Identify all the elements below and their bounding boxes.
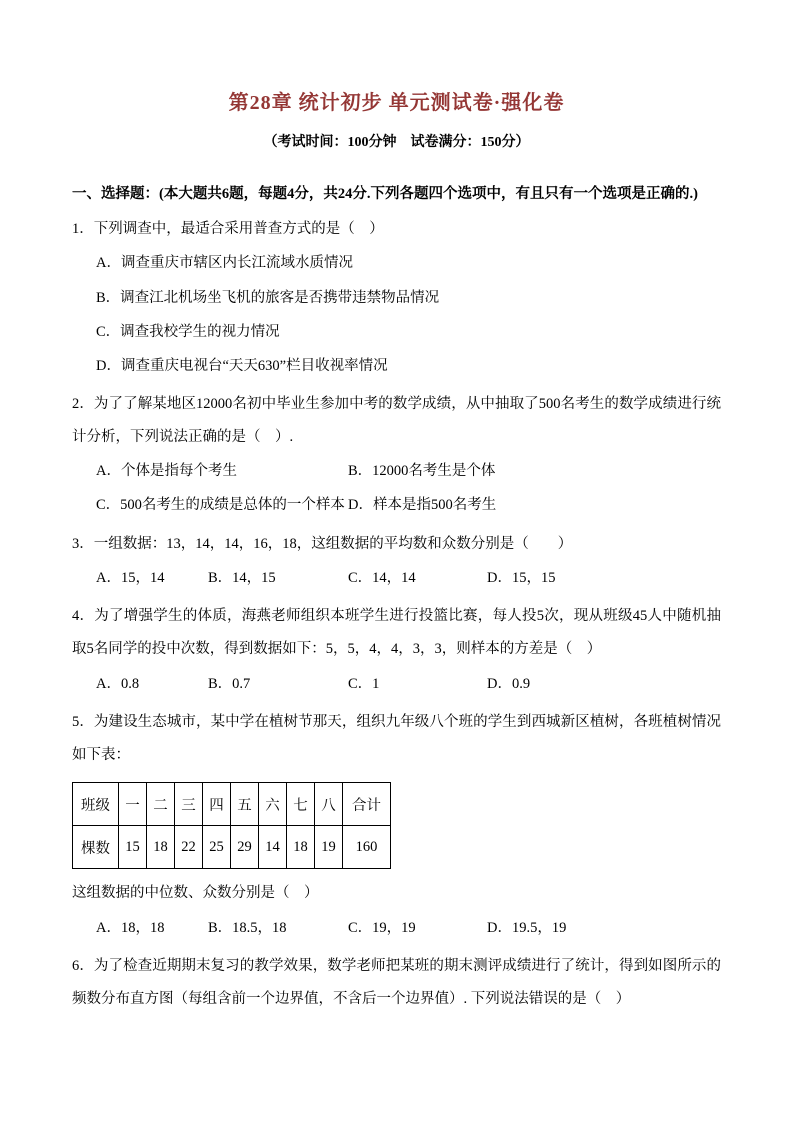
table-cell: 六 bbox=[259, 783, 287, 826]
question-3 bbox=[72, 528, 721, 595]
question-4-options bbox=[72, 667, 721, 701]
table-header-row bbox=[73, 783, 391, 826]
table-cell: 五 bbox=[231, 783, 259, 826]
table-cell: 八 bbox=[315, 783, 343, 826]
table-cell: 四 bbox=[203, 783, 231, 826]
option-b: B．0.7 bbox=[208, 675, 251, 692]
question-6 bbox=[72, 950, 721, 1017]
table-cell: 18 bbox=[287, 826, 315, 869]
question-5-followup: 这组数据的中位数、众数分别是（ ） bbox=[72, 885, 319, 902]
table-cell: 班级 bbox=[73, 783, 119, 826]
option-c: C．19，19 bbox=[348, 919, 416, 936]
question-2-options bbox=[72, 454, 721, 522]
question-3-options bbox=[72, 561, 721, 595]
option-c: C．14，14 bbox=[348, 569, 416, 586]
option-c: C．调查我校学生的视力情况 bbox=[96, 323, 280, 340]
table-cell: 14 bbox=[259, 826, 287, 869]
question-1-options bbox=[72, 246, 721, 382]
question-2-stem: 2．为了了解某地区12000名初中毕业生参加中考的数学成绩，从中抽取了500名考生的数学成绩进行统计分析，下列说法正确的是（ ）. bbox=[72, 395, 721, 446]
table-cell: 二 bbox=[147, 783, 175, 826]
table-value-row bbox=[73, 826, 391, 869]
question-4 bbox=[72, 600, 721, 701]
question-5-options bbox=[72, 911, 721, 945]
table-cell: 160 bbox=[343, 826, 391, 869]
option-b: B．调查江北机场坐飞机的旅客是否携带违禁物品情况 bbox=[96, 289, 440, 306]
question-2 bbox=[72, 388, 721, 523]
option-a: A．18，18 bbox=[96, 919, 165, 936]
option-a: A．调查重庆市辖区内长江流域水质情况 bbox=[96, 255, 353, 272]
option-d: D．15，15 bbox=[487, 569, 556, 586]
table-cell: 22 bbox=[175, 826, 203, 869]
option-d: D．样本是指500名考生 bbox=[348, 497, 497, 514]
option-a: A．个体是指每个考生 bbox=[96, 463, 237, 480]
table-cell: 三 bbox=[175, 783, 203, 826]
table-cell: 19 bbox=[315, 826, 343, 869]
question-5 bbox=[72, 706, 721, 945]
question-1-stem: 1．下列调查中，最适合采用普查方式的是（ ） bbox=[72, 221, 384, 238]
option-a: A．15，14 bbox=[96, 569, 165, 586]
option-d: D．调查重庆电视台“天天630”栏目收视率情况 bbox=[96, 357, 388, 374]
option-b: B．18.5，18 bbox=[208, 919, 287, 936]
table-cell: 18 bbox=[147, 826, 175, 869]
option-b: B．14，15 bbox=[208, 569, 276, 586]
option-d: D．19.5，19 bbox=[487, 919, 567, 936]
option-c: C．500名考生的成绩是总体的一个样本 bbox=[96, 497, 345, 514]
option-a: A．0.8 bbox=[96, 675, 140, 692]
question-1 bbox=[72, 213, 721, 383]
option-c: C．1 bbox=[348, 675, 380, 692]
table-cell: 25 bbox=[203, 826, 231, 869]
section-heading: 一、选择题：(本大题共6题，每题4分，共24分.下列各题四个选项中，有且只有一个选项是正确的.) bbox=[72, 186, 698, 202]
table-cell: 七 bbox=[287, 783, 315, 826]
question-3-stem: 3．一组数据：13，14，14，16，18，这组数据的平均数和众数分别是（ ） bbox=[72, 535, 573, 552]
option-b: B．12000名考生是个体 bbox=[348, 463, 496, 480]
question-4-stem: 4．为了增强学生的体质，海燕老师组织本班学生进行投篮比赛，每人投5次，现从班级45人中随机抽取5名同学的投中次数，得到数据如下：5，5，4，4，3，3，则样本的方差是（ ） bbox=[72, 607, 721, 658]
document-title: 第28章 统计初步 单元测试卷·强化卷 bbox=[228, 92, 565, 114]
question-5-stem: 5．为建设生态城市，某中学在植树节那天，组织九年级八个班的学生到西城新区植树，各班植树情况如下表： bbox=[72, 713, 721, 763]
table-cell: 29 bbox=[231, 826, 259, 869]
table-cell: 棵数 bbox=[73, 826, 119, 869]
tree-planting-table bbox=[72, 782, 391, 869]
exam-info: （考试时间：100分钟 试卷满分：150分） bbox=[263, 135, 530, 150]
question-6-stem: 6．为了检查近期期末复习的教学效果，数学老师把某班的期末测评成绩进行了统计，得到如图所示的频数分布直方图（每组含前一个边界值，不含后一个边界值）. 下列说法错误的是（ ） bbox=[72, 957, 721, 1008]
table-cell: 一 bbox=[119, 783, 147, 826]
table-cell: 15 bbox=[119, 826, 147, 869]
table-cell: 合计 bbox=[343, 783, 391, 826]
option-d: D．0.9 bbox=[487, 675, 531, 692]
